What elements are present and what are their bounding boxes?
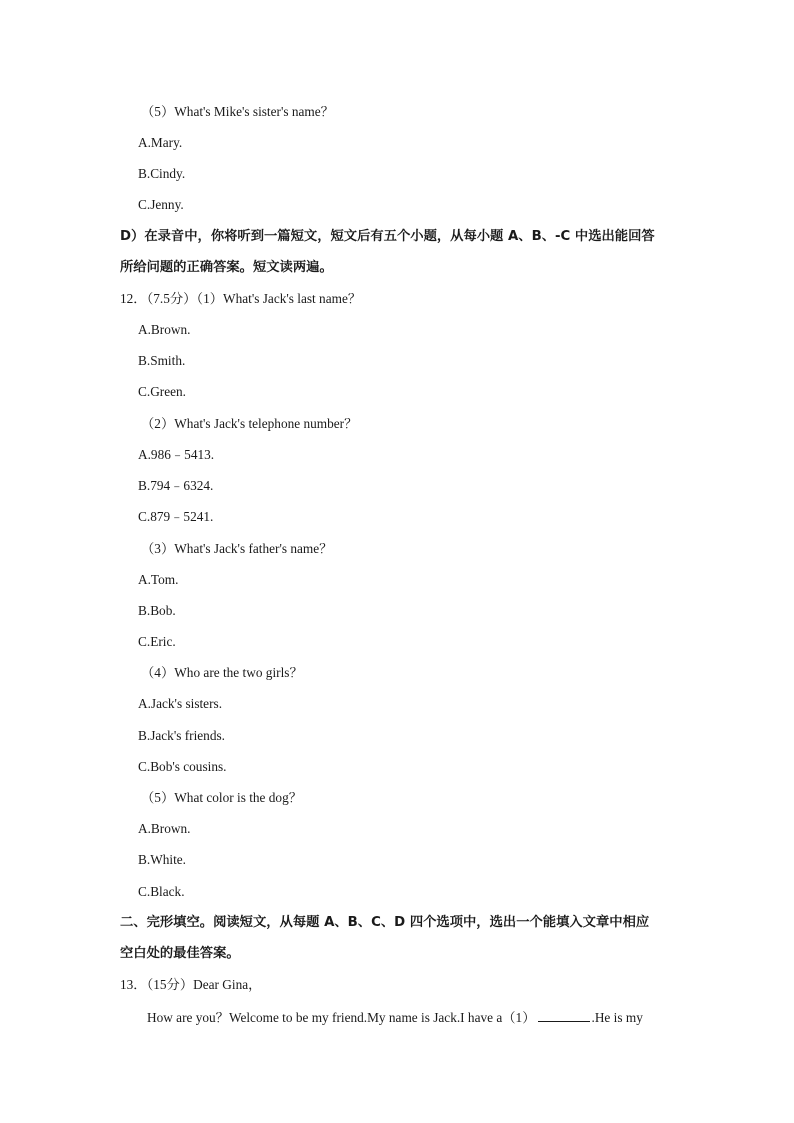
option-a: A.Jack's sisters. [138, 696, 223, 711]
section-2-instruction-line2: 空白处的最佳答案。 [120, 946, 240, 961]
option-b: B.Bob. [138, 603, 176, 618]
option-a: A.Brown. [138, 821, 191, 836]
question-12-2: （2）What's Jack's telephone number？ [141, 416, 358, 431]
section-d-instruction-line2: 所给问题的正确答案。短文读两遍。 [120, 260, 333, 275]
answer-blank [538, 1009, 590, 1022]
option-a: A.Tom. [138, 572, 179, 587]
question-12-3: （3）What's Jack's father's name？ [141, 541, 333, 556]
section-d-instruction-line1: D）在录音中，你将听到一篇短文，短文后有五个小题，从每小题 A、B、-C 中选出能回答 [120, 229, 655, 244]
section-2-instruction-line1: 二、完形填空。阅读短文，从每题 A、B、C、D 四个选项中，选出一个能填入文章中相应 [120, 915, 650, 930]
question-13-header: 13．（15分）Dear Gina， [120, 977, 262, 992]
passage-line [147, 1009, 643, 1026]
option-a: A.986﹣5413. [138, 447, 215, 462]
option-c: C.879﹣5241. [138, 509, 214, 524]
question-11-5: （5）What's Mike's sister's name？ [141, 104, 334, 119]
option-a: A.Brown. [138, 322, 191, 337]
option-a: A.Mary. [138, 135, 183, 150]
option-c: C.Bob's cousins. [138, 759, 227, 774]
option-c: C.Jenny. [138, 197, 184, 212]
option-b: B.Cindy. [138, 166, 186, 181]
question-12-1: 12．（7.5分）（1）What's Jack's last name？ [120, 291, 362, 306]
question-12-5: （5）What color is the dog？ [141, 790, 303, 805]
option-c: C.Green. [138, 384, 186, 399]
option-b: B.White. [138, 852, 187, 867]
passage-text-after-blank: .He is my [591, 1010, 643, 1025]
passage-text-before-blank: How are you？Welcome to be my friend.My name is Jack.I have a（1） [147, 1010, 536, 1025]
option-b: B.Smith. [138, 353, 186, 368]
question-12-4: （4）Who are the two girls？ [141, 665, 303, 680]
option-c: C.Black. [138, 884, 185, 899]
option-b: B.794﹣6324. [138, 478, 214, 493]
option-c: C.Eric. [138, 634, 176, 649]
option-b: B.Jack's friends. [138, 728, 225, 743]
